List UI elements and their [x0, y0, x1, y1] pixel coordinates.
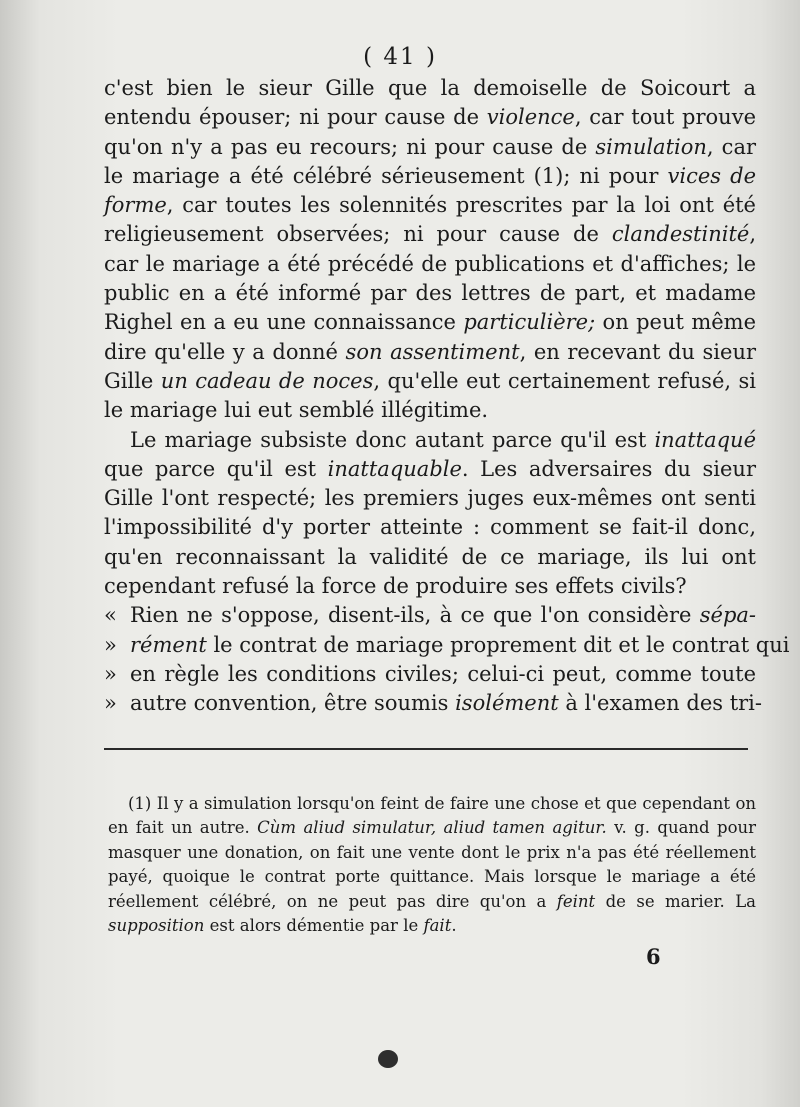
footnote-text: [108, 792, 756, 938]
text-run: de se marier. La: [595, 891, 756, 911]
italic-text: violence: [486, 105, 575, 130]
text-run: c'est bien le sieur Gille que la demoiselle de Soicourt a entendu épouser; ni pour cause de: [104, 76, 756, 130]
text-run: que parce qu'il est: [104, 456, 328, 481]
text-run: est alors démentie par le: [204, 916, 424, 936]
quotation: [104, 601, 790, 718]
text-run: .: [451, 916, 457, 936]
quote-line: [104, 689, 762, 718]
paragraph: [104, 74, 756, 426]
text-run: . Les adversaires du sieur Gille l'ont respecté; les premiers juges eux-mêmes ont senti l'impossibilité d'y porter atteinte : comment se fait-il donc, qu'en reconnaissant la validité de ce mariage, ils lui ont cependant refusé la force de produire ses effets civils?: [104, 456, 756, 599]
text-run: on peut même dire qu'elle y a donné: [104, 310, 756, 364]
italic-text: particulière;: [463, 310, 596, 335]
text-run: , car tout prouve qu'on n'y a pas eu recours; ni pour cause de: [104, 105, 756, 159]
quote-mark: »: [104, 632, 117, 657]
text-run: , car le mariage a été célébré sérieusement (1); ni pour: [104, 134, 757, 188]
text-run: Rien ne s'oppose, disent-ils, à ce que l'on considère: [130, 603, 700, 628]
text-run: , car toutes les solennités prescrites par la loi ont été religieusement observées; ni pour cause de: [104, 193, 756, 247]
quote-line: [104, 631, 790, 660]
page-number-header: ( 41 ): [363, 44, 437, 70]
italic-text: inattaqué: [654, 427, 756, 452]
italic-text: simulation: [595, 134, 707, 159]
quote-line: [104, 660, 756, 689]
text-run: , car le mariage a été précédé de publications et d'affiches; le public en a été informé par des lettres de part, et madame Righel en a eu une connaissance: [104, 222, 756, 335]
italic-text: inattaquable: [327, 456, 462, 481]
italic-text: son assentiment: [345, 339, 520, 364]
text-run: autre convention, être soumis: [130, 691, 456, 716]
italic-text: vices de forme: [104, 163, 756, 218]
italic-text: feint: [556, 891, 596, 911]
quote-mark: »: [104, 691, 117, 716]
italic-text: fait: [423, 916, 452, 936]
text-run: v. g. quand pour masquer une donation, on fait une vente dont le prix n'a pas été réellement payé, quoique le contrat porte quittance. Mais lorsque le mariage a été réellement célébré, on ne peut pas dire qu'on a: [108, 818, 757, 911]
footnote-divider: [104, 748, 748, 750]
italic-text: supposition: [108, 916, 205, 936]
text-run: en règle les conditions civiles; celui-ci peut, comme toute: [130, 661, 756, 686]
text-run: , en recevant du sieur Gille: [104, 339, 757, 393]
text-run: le contrat de mariage proprement dit et le contrat qui: [206, 632, 790, 657]
italic-text: sépa-: [699, 603, 756, 628]
quote-line: [104, 601, 756, 630]
paragraph: [104, 426, 756, 602]
text-run: Le mariage subsiste donc autant parce qu'il est: [130, 427, 655, 452]
body-text: [104, 74, 790, 719]
text-run: , qu'elle eut certainement refusé, si le mariage lui eut semblé illégitime.: [104, 368, 756, 423]
italic-text: isolément: [455, 691, 559, 716]
quote-mark: »: [104, 661, 117, 686]
quote-mark: «: [104, 603, 117, 628]
signature-mark: 6: [646, 944, 661, 969]
ink-blot: [378, 1050, 398, 1068]
italic-text: Cùm aliud simulatur, aliud tamen agitur.: [257, 818, 607, 838]
italic-text: rément: [130, 632, 207, 657]
text-run: (1) Il y a simulation lorsqu'on feint de faire une chose et que cependant on en fait un autre.: [108, 794, 756, 838]
footnote: [108, 792, 756, 938]
italic-text: clandestinité: [611, 222, 750, 247]
text-run: à l'examen des tri-: [558, 691, 762, 716]
italic-text: un cadeau de noces: [160, 368, 374, 393]
